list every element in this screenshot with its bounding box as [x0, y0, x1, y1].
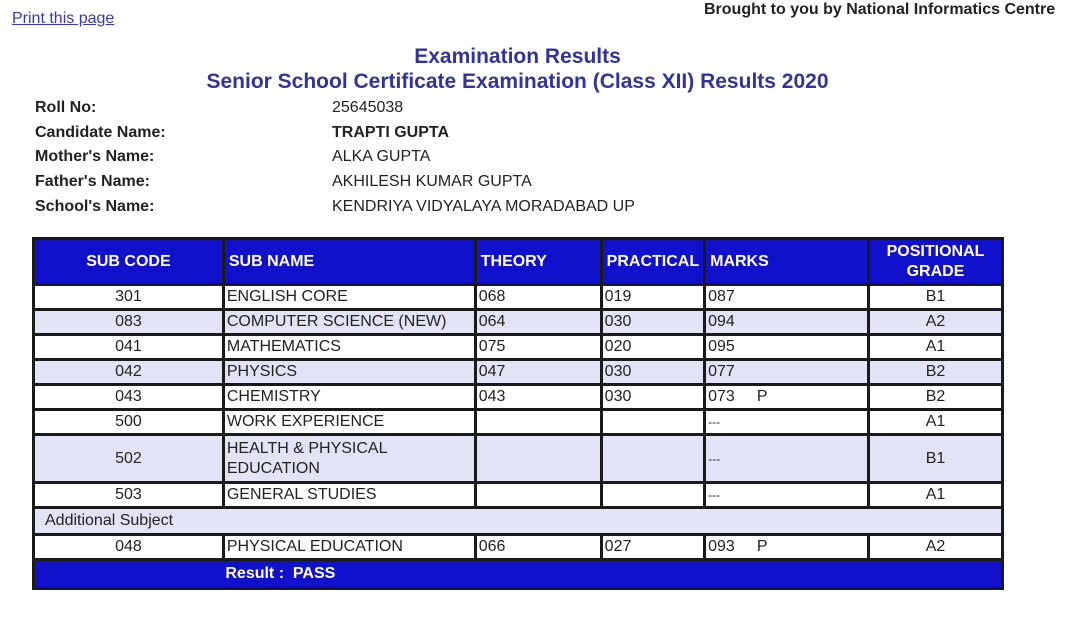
total-marks: [705, 385, 869, 410]
result-cell: [223, 560, 1002, 589]
theory-marks: 068: [475, 285, 601, 310]
header-positional-grade: POSITIONAL GRADE: [869, 239, 1003, 285]
sub-name: HEALTH & PHYSICAL EDUCATION: [223, 435, 475, 483]
candidate-name: TRAPTI GUPTA: [332, 124, 450, 141]
total-marks: [705, 360, 869, 385]
marks-value: 093: [708, 538, 735, 555]
total-marks: [705, 535, 869, 560]
positional-grade: A2: [869, 535, 1003, 560]
marks-flag: P: [756, 388, 768, 405]
total-marks: [705, 285, 869, 310]
marks-value: ---: [708, 415, 721, 429]
mother-name: ALKA GUPTA: [332, 148, 431, 165]
theory-marks: [475, 483, 601, 508]
positional-grade: A2: [869, 310, 1003, 335]
marks-value: 087: [708, 288, 735, 305]
result-label: Result :: [225, 565, 285, 582]
result-spacer: [34, 560, 224, 589]
table-header-row: [34, 239, 1003, 285]
result-row: [34, 560, 1003, 589]
practical-marks: 030: [601, 310, 704, 335]
practical-marks: 030: [601, 385, 704, 410]
marks-flag: P: [756, 538, 768, 555]
total-marks: [705, 310, 869, 335]
print-page-link[interactable]: Print this page: [12, 10, 115, 27]
sub-name: WORK EXPERIENCE: [223, 410, 475, 435]
sub-code: 041: [34, 335, 224, 360]
practical-marks: 030: [601, 360, 704, 385]
header-sub-code: SUB CODE: [34, 239, 224, 285]
additional-subject-row: [34, 508, 1003, 535]
positional-grade: A1: [869, 410, 1003, 435]
practical-marks: 020: [601, 335, 704, 360]
table-row: [34, 385, 1003, 410]
sub-code: 503: [34, 483, 224, 508]
positional-grade: B1: [869, 285, 1003, 310]
table-row: [34, 285, 1003, 310]
positional-grade: B2: [869, 360, 1003, 385]
sub-name: PHYSICS: [223, 360, 475, 385]
marks-value: 094: [708, 313, 735, 330]
positional-grade: A1: [869, 335, 1003, 360]
table-row: [34, 435, 1003, 483]
info-label: School's Name:: [35, 198, 155, 215]
header-theory: THEORY: [475, 239, 601, 285]
sub-code: 042: [34, 360, 224, 385]
roll-number: 25645038: [332, 99, 404, 116]
theory-marks: [475, 435, 601, 483]
info-label: Roll No:: [35, 99, 97, 116]
sub-name: ENGLISH CORE: [223, 285, 475, 310]
table-row: [34, 410, 1003, 435]
page-subtitle: Senior School Certificate Examination (Class XII) Results 2020: [206, 70, 829, 93]
sub-code: 048: [34, 535, 224, 560]
info-label: Mother's Name:: [35, 148, 155, 165]
theory-marks: 043: [475, 385, 601, 410]
positional-grade: A1: [869, 483, 1003, 508]
credit-text: Brought to you by National Informatics Centre: [704, 1, 1056, 18]
practical-marks: 027: [601, 535, 704, 560]
total-marks: [705, 483, 869, 508]
page-title: Examination Results: [414, 45, 621, 68]
table-row: [34, 360, 1003, 385]
total-marks: [705, 435, 869, 483]
positional-grade: B2: [869, 385, 1003, 410]
marks-value: 077: [708, 363, 735, 380]
father-name: AKHILESH KUMAR GUPTA: [332, 173, 532, 190]
total-marks: [705, 410, 869, 435]
sub-name: COMPUTER SCIENCE (NEW): [223, 310, 475, 335]
table-row: [34, 335, 1003, 360]
practical-marks: 019: [601, 285, 704, 310]
sub-code: 083: [34, 310, 224, 335]
practical-marks: [601, 483, 704, 508]
theory-marks: [475, 410, 601, 435]
theory-marks: 064: [475, 310, 601, 335]
info-label: Candidate Name:: [35, 124, 166, 141]
marks-value: 073: [708, 388, 735, 405]
marks-value: ---: [708, 488, 721, 502]
school-name: KENDRIYA VIDYALAYA MORADABAD UP: [332, 198, 635, 215]
table-row: [34, 310, 1003, 335]
sub-code: 301: [34, 285, 224, 310]
theory-marks: 047: [475, 360, 601, 385]
header-practical: PRACTICAL: [601, 239, 704, 285]
table-row: [34, 483, 1003, 508]
sub-name: GENERAL STUDIES: [223, 483, 475, 508]
table-row: [34, 535, 1003, 560]
theory-marks: 066: [475, 535, 601, 560]
sub-name: PHYSICAL EDUCATION: [223, 535, 475, 560]
practical-marks: [601, 410, 704, 435]
header-sub-name: SUB NAME: [223, 239, 475, 285]
marks-value: 095: [708, 338, 735, 355]
practical-marks: [601, 435, 704, 483]
sub-code: 502: [34, 435, 224, 483]
sub-name: MATHEMATICS: [223, 335, 475, 360]
header-marks: MARKS: [705, 239, 869, 285]
info-label: Father's Name:: [35, 173, 150, 190]
sub-code: 500: [34, 410, 224, 435]
positional-grade: B1: [869, 435, 1003, 483]
sub-name: CHEMISTRY: [223, 385, 475, 410]
total-marks: [705, 335, 869, 360]
sub-code: 043: [34, 385, 224, 410]
additional-subject-label: Additional Subject: [34, 508, 1003, 535]
marks-value: ---: [708, 451, 721, 466]
result-value: PASS: [292, 565, 336, 582]
results-table: [32, 237, 1004, 590]
theory-marks: 075: [475, 335, 601, 360]
